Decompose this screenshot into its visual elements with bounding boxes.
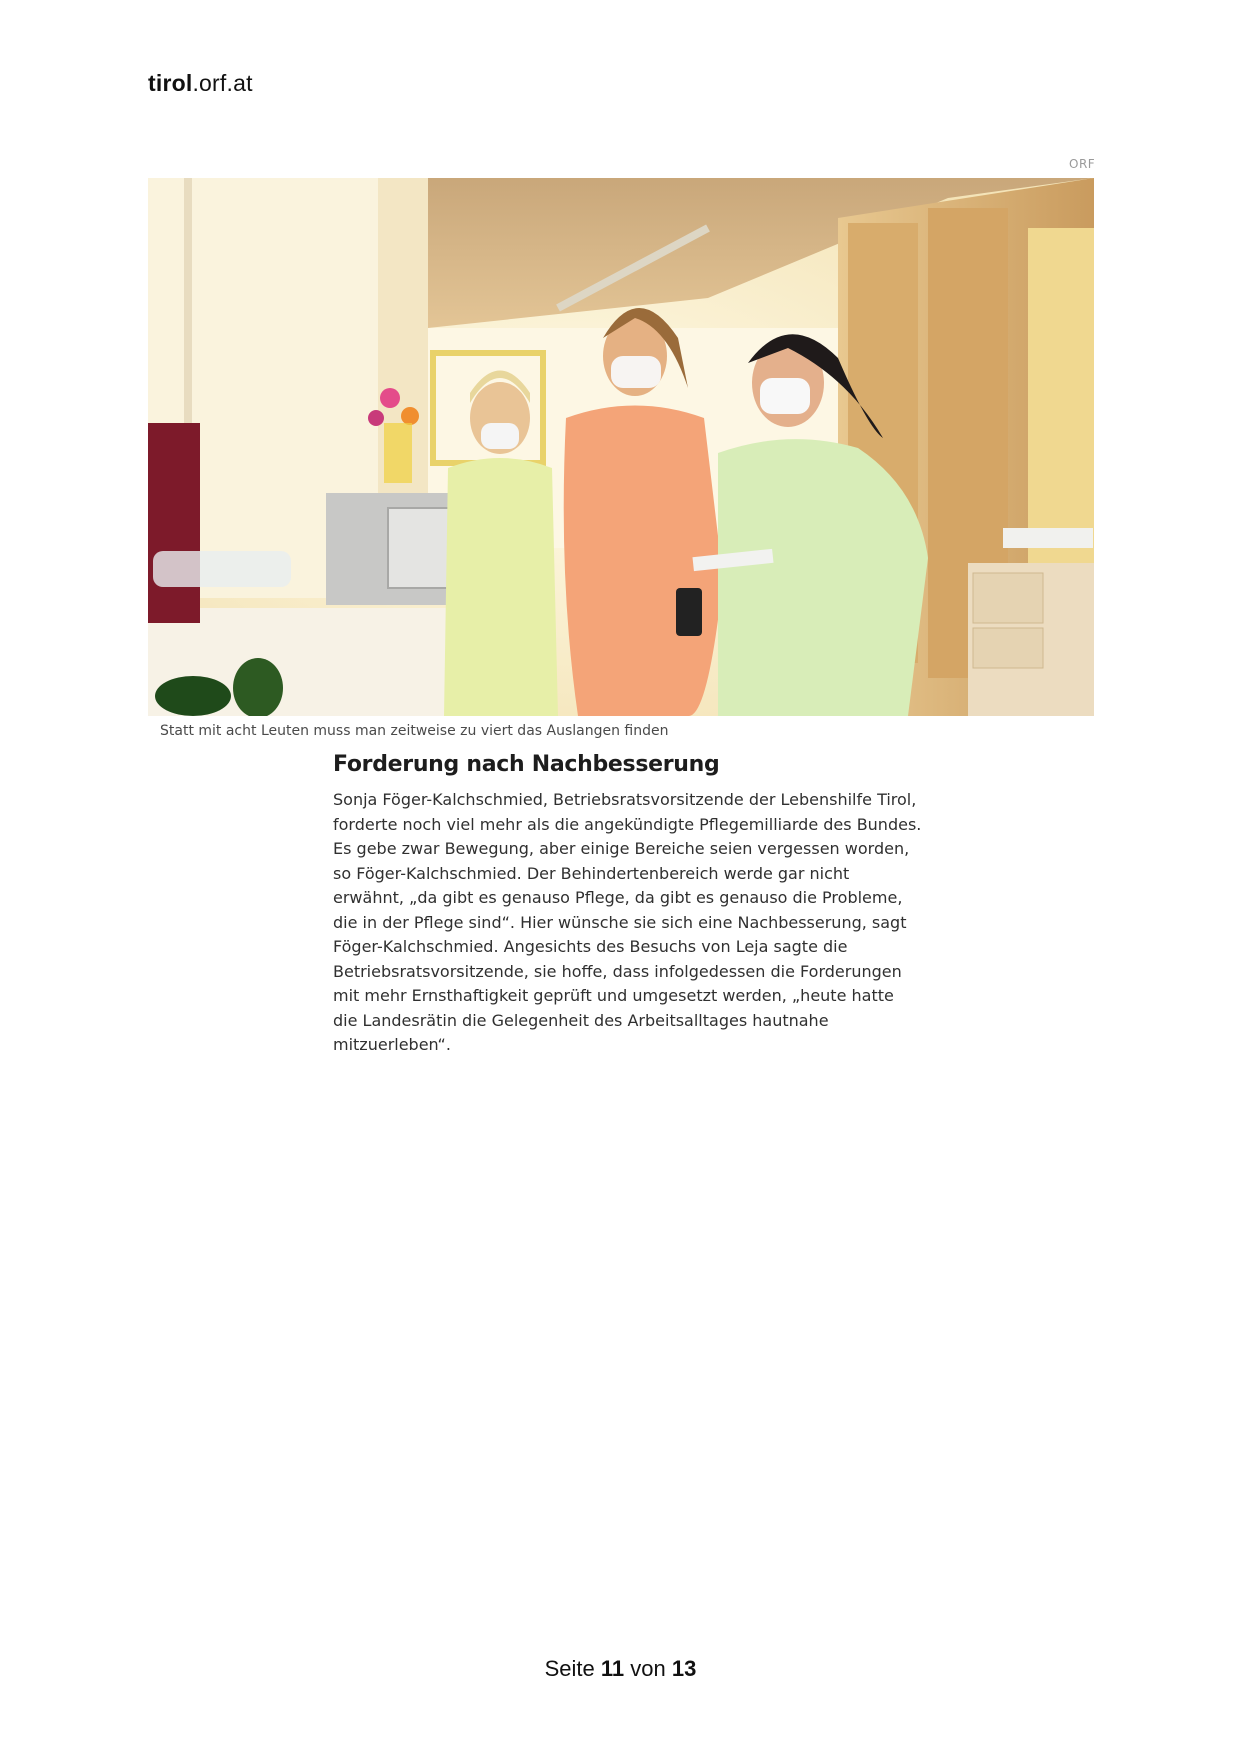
page-middle: von	[630, 1656, 666, 1681]
photo-illustration	[148, 178, 1094, 716]
page-total: 13	[671, 1656, 697, 1681]
site-name-rest: .orf.at	[192, 70, 253, 96]
site-header	[148, 70, 253, 97]
article-headline: Forderung nach Nachbesserung	[333, 752, 720, 777]
article-photo	[148, 178, 1094, 716]
site-name-bold: tirol	[148, 70, 193, 96]
article-body: Sonja Föger-Kalchschmied, Betriebsratsvorsitzende der Lebenshilfe Tirol, forderte noch viel mehr als die angekündigte Pflegemilliarde des Bundes. Es gebe zwar Bewegung, aber einige Bereiche seien vergessen worden, so Föger-Kalchschmied. Der Behindertenbereich werde gar nicht erwähnt, „da gibt es genauso Pflege, da gibt es genauso die Probleme, die in der Pflege sind“. Hier wünsche sie sich eine Nachbesserung, sagt Föger-Kalchschmied. Angesichts des Besuchs von Leja sagte die Betriebsratsvorsitzende, sie hoffe, dass infolgedessen die Forderungen mit mehr Ernsthaftigkeit geprüft und umgesetzt werden, „heute hatte die Landesrätin die Gelegenheit des Arbeitsalltages hautnahe mitzuerleben“.	[333, 790, 922, 1054]
article-section	[333, 752, 923, 1058]
page-current: 11	[600, 1656, 625, 1681]
page-prefix: Seite	[544, 1656, 595, 1681]
image-caption: Statt mit acht Leuten muss man zeitweise zu viert das Auslangen finden	[160, 723, 669, 739]
page-footer	[0, 1656, 1241, 1682]
image-credit: ORF	[1069, 157, 1096, 171]
